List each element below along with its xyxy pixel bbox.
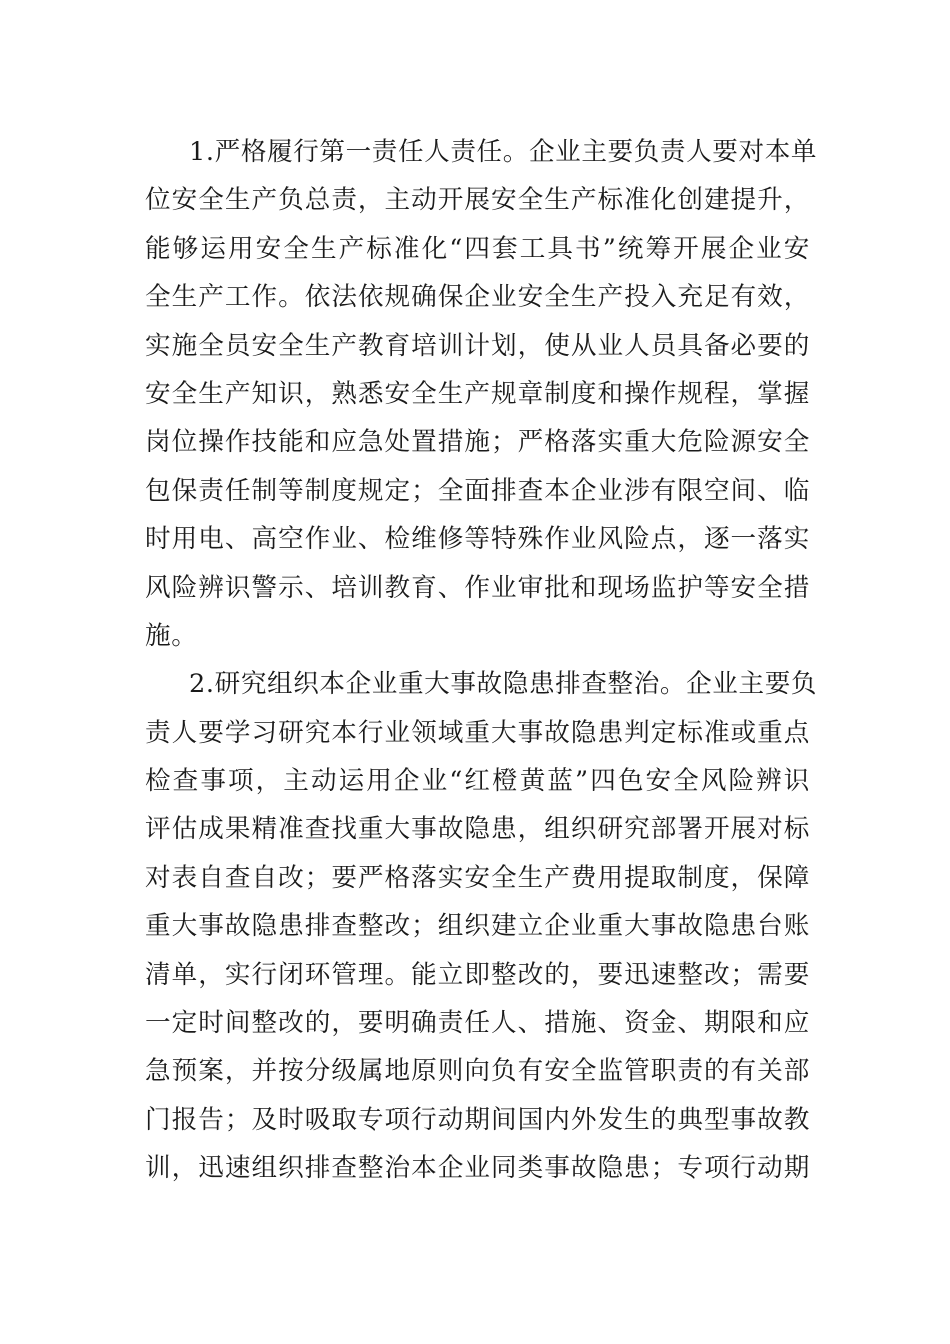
paragraph-line: 检查事项，主动运用企业“红橙黄蓝”四色安全风险辨识 [145,766,810,797]
paragraph-line: 清单，实行闭环管理。能立即整改的，要迅速整改；需要 [145,959,810,990]
paragraph-line: 实施全员安全生产教育培训计划，使从业人员具备必要的 [145,330,810,361]
paragraph-line: 1.严格履行第一责任人责任。企业主要负责人要对本单 [189,137,818,167]
paragraph-line: 能够运用安全生产标准化“四套工具书”统筹开展企业安 [145,233,810,264]
paragraph-line: 时用电、高空作业、检维修等特殊作业风险点，逐一落实 [145,524,810,555]
paragraph-line: 施。 [145,620,198,651]
document-body [145,128,818,1193]
paragraph-line: 岗位操作技能和应急处置措施；严格落实重大危险源安全 [145,427,810,458]
paragraph-2 [145,660,818,1192]
paragraph-line: 责人要学习研究本行业领域重大事故隐患判定标准或重点 [145,717,810,748]
paragraph-line: 全生产工作。依法依规确保企业安全生产投入充足有效， [145,282,810,313]
paragraph-line: 位安全生产负总责，主动开展安全生产标准化创建提升， [145,185,810,216]
paragraph-line: 训，迅速组织排查整治本企业同类事故隐患；专项行动期 [145,1153,810,1184]
paragraph-1 [145,128,818,660]
paragraph-line: 风险辨识警示、培训教育、作业审批和现场监护等安全措 [145,572,810,603]
paragraph-line: 安全生产知识，熟悉安全生产规章制度和操作规程，掌握 [145,378,810,409]
paragraph-line: 包保责任制等制度规定；全面排查本企业涉有限空间、临 [145,475,810,506]
paragraph-line: 对表自查自改；要严格落实安全生产费用提取制度，保障 [145,862,810,893]
paragraph-line: 重大事故隐患排查整改；组织建立企业重大事故隐患台账 [145,911,810,942]
paragraph-line: 评估成果精准查找重大事故隐患，组织研究部署开展对标 [145,814,810,845]
paragraph-line: 急预案，并按分级属地原则向负有安全监管职责的有关部 [145,1056,810,1087]
paragraph-line: 2.研究组织本企业重大事故隐患排查整治。企业主要负 [189,669,818,700]
paragraph-line: 一定时间整改的，要明确责任人、措施、资金、期限和应 [145,1008,810,1039]
paragraph-line: 门报告；及时吸取专项行动期间国内外发生的典型事故教 [145,1104,810,1135]
